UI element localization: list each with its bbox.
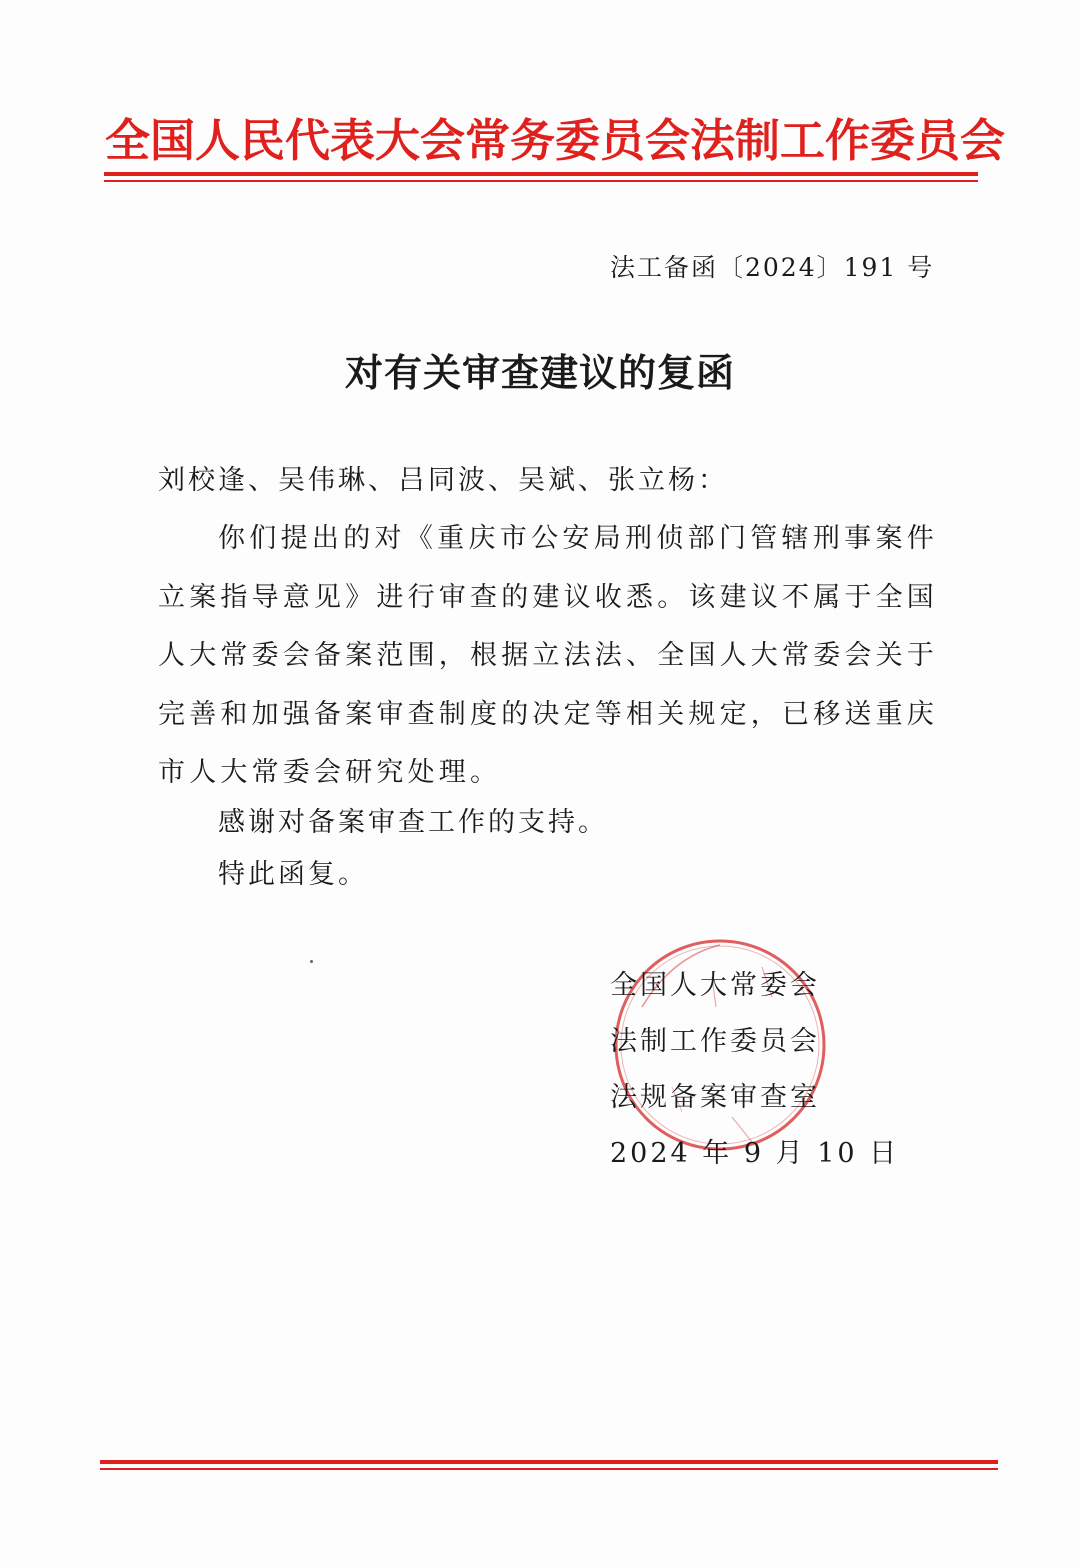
letterhead-rule-thick [104,172,978,176]
scan-speck [310,960,313,963]
letterhead-rule-thin [104,180,978,182]
signature-block [610,958,899,1182]
document-number: 法工备函〔2024〕191 号 [610,253,935,282]
body-paragraph: 你们提出的对《重庆市公安局刑侦部门管辖刑事案件立案指导意见》进行审查的建议收悉。该建议不属于全国人大常委会备案范围，根据立法法、全国人大常委会关于完善和加强备案审查制度的决定等相关规定，已移送重庆市人大常委会研究处理。 [158,523,938,788]
thanks-line: 感谢对备案审查工作的支持。 [218,807,608,838]
closing-line: 特此函复。 [218,859,368,890]
document-title: 对有关审查建议的复函 [344,350,735,395]
footer-rule-thick [100,1460,998,1464]
letterhead-org-name: 全国人民代表大会常务委员会法制工作委员会 [105,114,1006,167]
signature-line-3: 法规备案审查室 [610,1082,820,1113]
signature-date: 2024 年 9 月 10 日 [610,1138,900,1169]
signature-line-2: 法制工作委员会 [610,1026,820,1057]
salutation: 刘校逢、吴伟琳、吕同波、吴斌、张立杨： [158,465,728,496]
footer-rule-thin [100,1468,998,1470]
signature-line-1: 全国人大常委会 [610,970,820,1001]
